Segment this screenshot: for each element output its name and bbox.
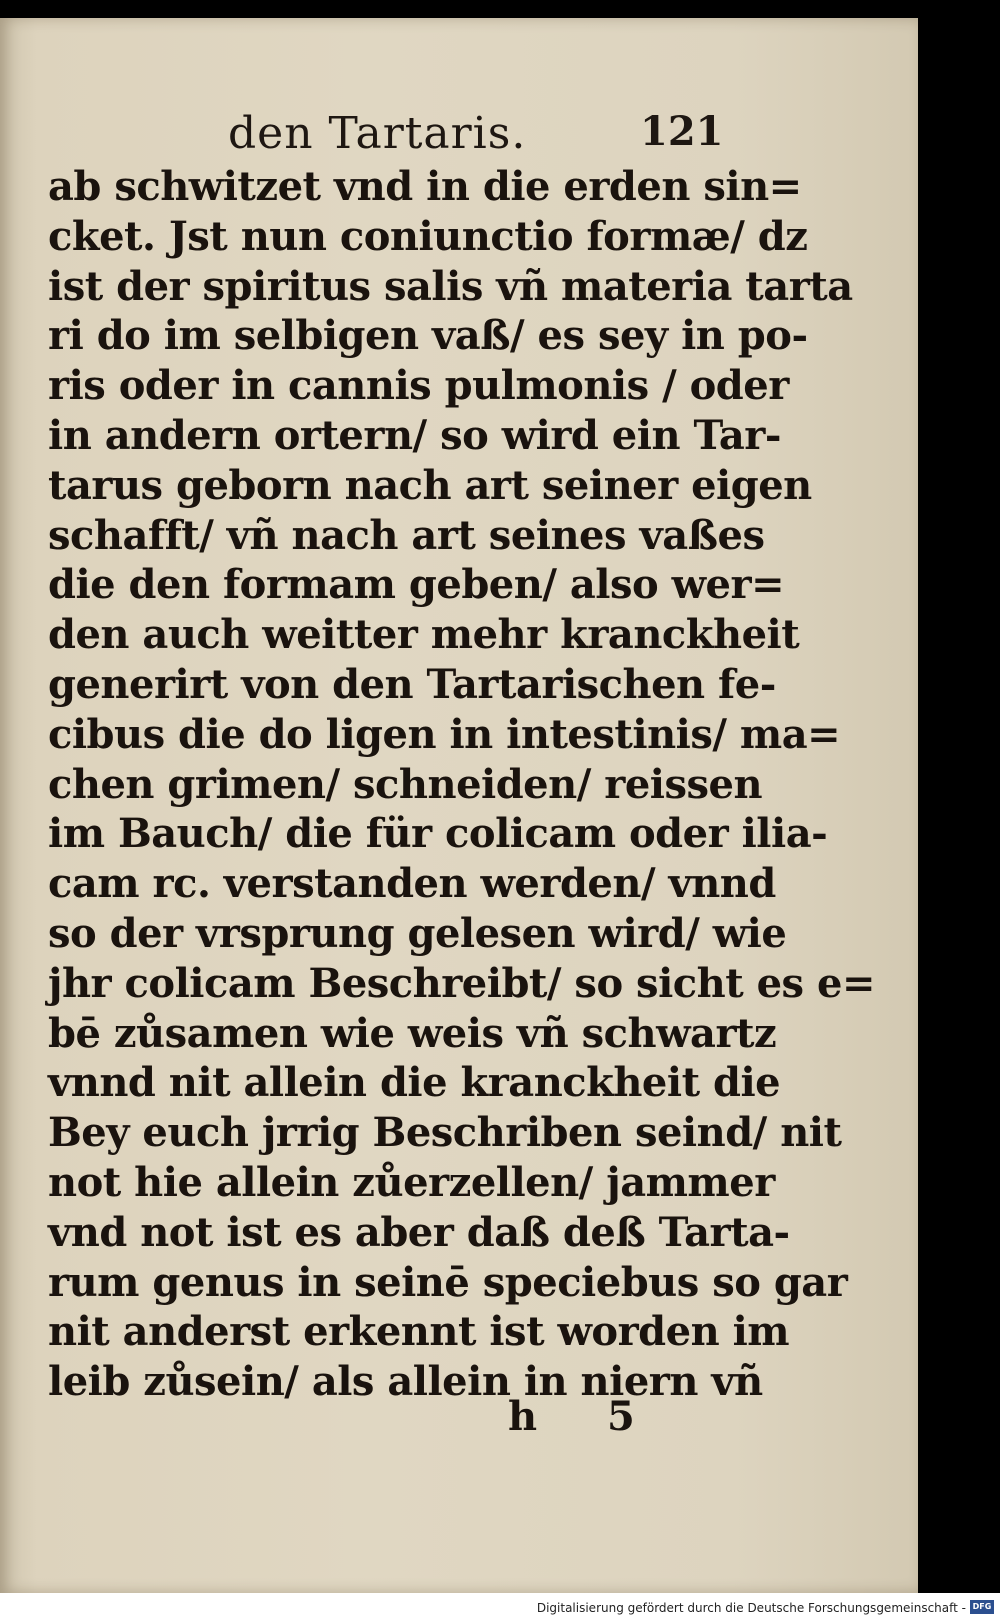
text-line: in andern ortern/ so wird ein Tar- <box>48 411 781 459</box>
text-line: schafft/ vñ nach art seines vaßes <box>48 511 765 559</box>
signature-mark: h 5 <box>508 1393 663 1440</box>
footer-bar <box>0 1593 1000 1619</box>
body-text <box>48 162 875 1407</box>
text-line: rum genus in seinē speciebus so gar <box>48 1258 848 1306</box>
text-line: ist der spiritus salis vñ materia tarta <box>48 262 853 310</box>
text-line: tarus geborn nach art seiner eigen <box>48 461 812 509</box>
text-line: Bey euch jrrig Beschriben seind/ nit <box>48 1109 842 1157</box>
page-number: 121 <box>640 108 724 155</box>
text-line: cibus die do ligen in intestinis/ ma= <box>48 710 841 758</box>
text-line: ri do im selbigen vaß/ es sey in po- <box>48 312 808 360</box>
funding-credit: Digitalisierung gefördert durch die Deutsche Forschungsgemeinschaft - <box>536 1601 966 1615</box>
text-line: leib zůsein/ als allein in niern vñ <box>48 1358 763 1406</box>
text-line: jhr colicam Beschreibt/ so sicht es e= <box>48 959 875 1007</box>
text-line: cam rc. verstanden werden/ vnnd <box>48 860 776 908</box>
text-line: so der vrsprung gelesen wird/ wie <box>48 909 787 957</box>
running-title: den Tartaris. <box>228 108 527 159</box>
text-line: cket. Jst nun coniunctio formæ/ dz <box>48 212 808 260</box>
text-line: ris oder in cannis pulmonis / oder <box>48 362 789 410</box>
text-line: die den formam geben/ also wer= <box>48 561 785 609</box>
text-line: bē zůsamen wie weis vñ schwartz <box>48 1009 777 1057</box>
text-line: nit anderst erkennt ist worden im <box>48 1308 790 1356</box>
text-line: im Bauch/ die für colicam oder ilia- <box>48 810 828 858</box>
page-header <box>0 108 918 158</box>
text-line: ab schwitzet vnd in die erden sin= <box>48 163 802 210</box>
text-line: vnnd nit allein die kranckheit die <box>48 1059 781 1107</box>
text-line: vnd not ist es aber daß deß Tarta- <box>48 1208 790 1256</box>
text-line: generirt von den Tartarischen fe- <box>48 660 776 708</box>
text-line: den auch weitter mehr kranckheit <box>48 611 800 659</box>
dfg-logo-icon: DFG <box>970 1600 994 1614</box>
text-line: chen grimen/ schneiden/ reissen <box>48 760 763 808</box>
book-page <box>0 18 918 1593</box>
text-line: not hie allein zůerzellen/ jammer <box>48 1158 775 1206</box>
